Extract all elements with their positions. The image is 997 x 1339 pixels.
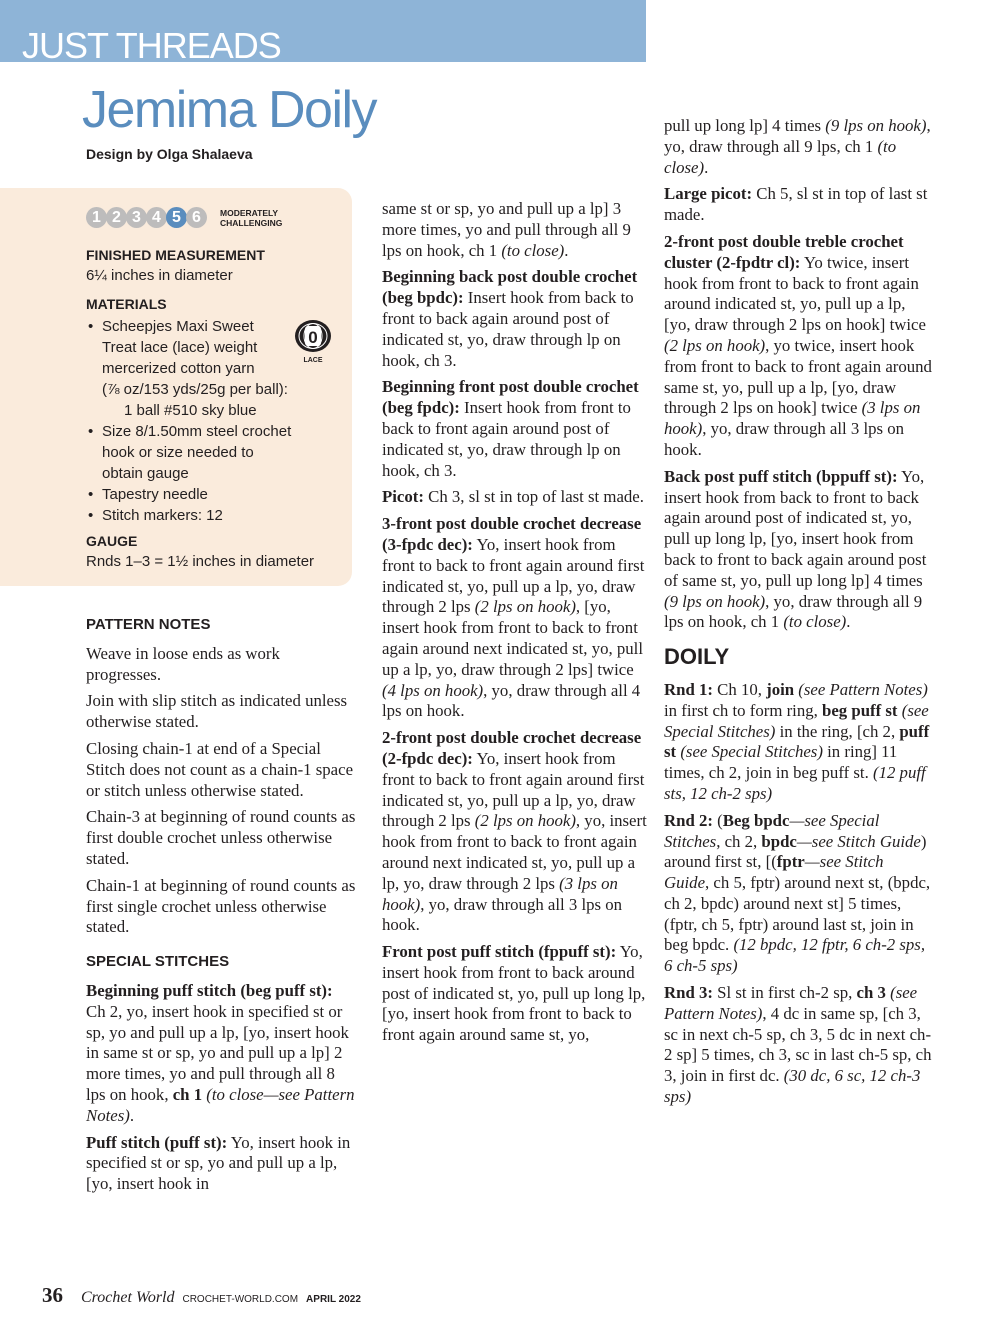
skill-dot: 2: [106, 207, 127, 228]
stitch-beg-puff: Beginning puff stitch (beg puff st): Ch 2, yo, insert hook in specified st or sp, yo and pull up a lp, [yo, insert hook in same st or sp, yo and pull up a lp] 2 more times, yo and pull through all 8 lps on hook, ch 1 (to close—see Pattern Notes).: [86, 980, 355, 1125]
column-1: [86, 615, 356, 1201]
skill-dot: 1: [86, 207, 107, 228]
finished-heading: FINISHED MEASUREMENT: [86, 247, 265, 263]
yarn-weight-icon: [288, 317, 338, 367]
materials-item-markers: • Stitch markers: 12: [86, 505, 310, 526]
stitch-puff: Puff stitch (puff st): Yo, insert hook in specified st or sp, yo and pull up a lp, [yo, insert hook in: [86, 1132, 351, 1194]
stitch-fppuff: Front post puff stitch (fppuff st): Yo, insert hook from front to back around post of indicated st, yo, pull up long lp, [yo, insert hook from front to back to front again around same st, yo,: [382, 942, 646, 1045]
special-stitches-heading: SPECIAL STITCHES: [86, 953, 230, 971]
skill-dot: 6: [186, 207, 207, 228]
round-2: Rnd 2: (Beg bpdc—see Special Stitches, ch 2, bpdc—see Stitch Guide) around first st, [(fptr—see Stitch Guide, ch 5, fptr) around next st, (bpdc, ch 2, bpdc) around next st] 5 times, (fptr, ch 5, fptr) around last st, join in beg bpdc. (12 bpdc, 12 fptr, 6 ch-2 sps, 6 ch-5 sps): [664, 810, 931, 976]
skill-level-indicator: [86, 207, 282, 228]
skill-dot-active: 5: [166, 207, 187, 228]
yarn-weight-number: 0: [308, 328, 318, 347]
stitch-picot: Picot: Ch 3, sl st in top of last st made.: [382, 487, 644, 507]
round-3: Rnd 3: Sl st in first ch-2 sp, ch 3 (see Pattern Notes), 4 dc in same sp, [ch 3, sc in next ch-5 sp, ch 3, 5 dc in next ch-2 sp] 5 times, ch 3, sc in last ch-5 sp, ch 3, join in first dc. (30 dc, 6 sc, 12 ch-3 sps): [664, 983, 932, 1107]
pattern-note: Closing chain-1 at end of a Special Stitch does not count as a chain-1 space or stitch unless otherwise stated.: [86, 738, 354, 800]
round-1: Rnd 1: Ch 10, join (see Pattern Notes) in first ch to form ring, beg puff st (see Special Stitches) in the ring, [ch 2, puff st (see Special Stitches) in ring] 11 times, ch 2, join in beg puff st. (12 puff sts, 12 ch-2 sps): [664, 679, 930, 803]
materials-list: [86, 316, 310, 526]
issue-date: APRIL 2022: [306, 1294, 361, 1305]
finished-value: 6¼ inches in diameter: [86, 267, 233, 284]
page-number: 36: [42, 1283, 63, 1307]
designer-credit: Design by Olga Shalaeva: [86, 146, 253, 162]
stitch-beg-fpdc: Beginning front post double crochet (beg fpdc): Insert hook from front to back to front again around post of indicated st, yo, draw through lp on hook, ch 3.: [382, 377, 639, 480]
materials-item-needle: • Tapestry needle: [86, 484, 310, 505]
stitch-3-fpdc-dec: 3-front post double crochet decrease (3-fpdc dec): Yo, insert hook from front to back to front again around first indicated st, yo, pull up a lp, yo, draw through 2 lps (2 lps on hook), [yo, insert hook from front to back to front again around next indicated st, yo, pull up a lp, yo, draw through 2 lps] twice (4 lps on hook), yo, draw through all 4 lps on hook.: [382, 514, 645, 721]
magazine-name: Crochet World: [81, 1289, 175, 1306]
materials-heading: MATERIALS: [86, 296, 167, 312]
website: CROCHET-WORLD.COM: [182, 1294, 299, 1305]
page-title: Jemima Doily: [82, 81, 377, 139]
gauge-heading: GAUGE: [86, 533, 138, 549]
doily-heading: DOILY: [664, 644, 730, 670]
gauge-value: Rnds 1–3 = 1½ inches in diameter: [86, 553, 315, 570]
stitch-2-fpdc-dec: 2-front post double crochet decrease (2-fpdc dec): Yo, insert hook from front to back to front again around first indicated st, yo, pull up a lp, yo, draw through 2 lps (2 lps on hook), yo, insert hook from front to back to front again around next indicated st, yo, pull up a lp, yo, draw through 2 lps (3 lps on hook), yo, draw through all 3 lps on hook.: [382, 728, 647, 935]
yarn-weight-label: LACE: [303, 357, 323, 364]
section-label: JUST THREADS: [22, 25, 281, 66]
skill-label-line1: MODERATELY: [220, 207, 279, 218]
skill-label: [220, 208, 282, 228]
column-2: [382, 199, 648, 1052]
materials-item-yarn: • Scheepjes Maxi Sweet Treat lace (lace) weight mercerized cotton yarn (⅞ oz/153 yds/25g per ball): 1 ball #510 sky blue: [86, 316, 310, 421]
stitch-puff-continued: same st or sp, yo and pull up a lp] 3 more times, yo and pull through all 9 lps on hook, ch 1 (to close).: [382, 199, 631, 260]
page-footer: [42, 1283, 361, 1308]
skill-dot: 4: [146, 207, 167, 228]
column-3: [664, 116, 932, 1114]
stitch-fppuff-continued: pull up long lp] 4 times (9 lps on hook), yo, draw through all 9 lps, ch 1 (to close).: [664, 116, 931, 177]
stitch-beg-bpdc: Beginning back post double crochet (beg bpdc): Insert hook from back to front to back again around post of indicated st, yo, draw through lp on hook, ch 3.: [382, 267, 638, 370]
pattern-note: Weave in loose ends as work progresses.: [86, 643, 280, 684]
materials-item-hook: • Size 8/1.50mm steel crochet hook or size needed to obtain gauge: [86, 421, 310, 484]
stitch-large-picot: Large picot: Ch 5, sl st in top of last st made.: [664, 184, 928, 225]
pattern-note: Join with slip stitch as indicated unless otherwise stated.: [86, 691, 348, 732]
stitch-bppuff: Back post puff stitch (bppuff st): Yo, insert hook from back to front to back again around post of indicated st, yo, pull up long lp, [yo, insert hook from back to front to back again around post of same st, yo, pull up long lp] 4 times (9 lps on hook), yo, draw through all 9 lps on hook, ch 1 (to close).: [664, 466, 927, 632]
stitch-2-fpdtr-cl: 2-front post double treble crochet cluster (2-fpdtr cl): Yo twice, insert hook from front to back to front again around indicated st, yo, pull up a lp, [yo, draw through 2 lps on hook] twice (2 lps on hook), yo twice, insert hook from front to back to front again around same st, yo, pull up a lp, [yo, draw through 2 lps on hook] twice (3 lps on hook), yo, draw through all 3 lps on hook.: [664, 231, 932, 459]
skill-label-line2: CHALLENGING: [220, 217, 283, 228]
pattern-note: Chain-3 at beginning of round counts as first double crochet unless otherwise stated.: [86, 807, 356, 868]
pattern-notes-heading: PATTERN NOTES: [86, 616, 211, 633]
skill-dot: 3: [126, 207, 147, 228]
pattern-note: Chain-1 at beginning of round counts as first single crochet unless otherwise stated.: [86, 875, 356, 937]
